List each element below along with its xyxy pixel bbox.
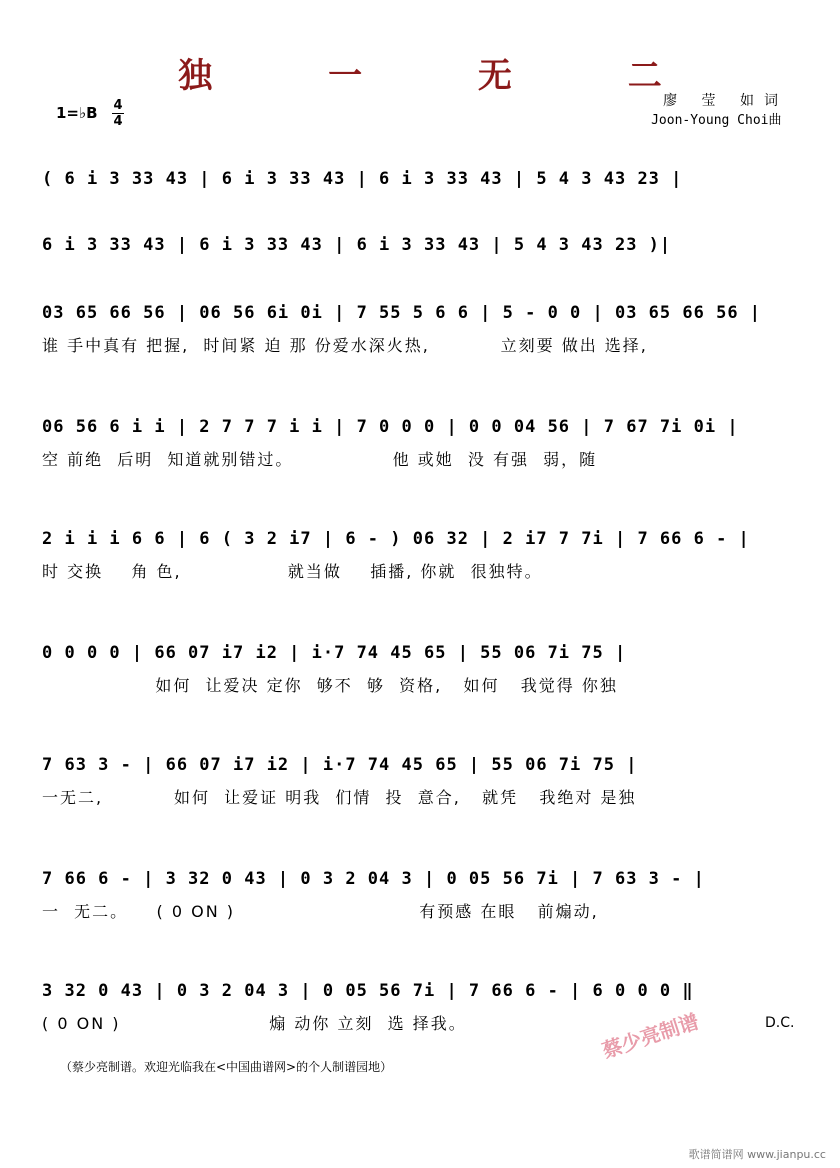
- notation-line: 6 i 3 33 43 | 6 i 3 33 43 | 6 i 3 33 43 | 5 4 3 43 23 )|: [42, 235, 672, 255]
- lyricist: 廖 莹 如词: [663, 93, 788, 109]
- notation-line: 3 32 0 43 | 0 3 2 04 3 | 0 05 56 7i | 7 66 6 - | 6 0 0 0 ‖: [42, 981, 694, 1001]
- composer: Joon-Young Choi曲: [651, 113, 782, 128]
- notation-line: ( 6 i 3 33 43 | 6 i 3 33 43 | 6 i 3 33 43 | 5 4 3 43 23 |: [42, 169, 683, 189]
- site-credit: 歌谱简谱网 www.jianpu.cc: [688, 1148, 826, 1161]
- system-4: [42, 414, 802, 472]
- lyric-line: 如何 让爱决 定你 够不 够 资格, 如何 我觉得 你独: [42, 676, 618, 695]
- footer-note: （蔡少亮制谱。欢迎光临我在<中国曲谱网>的个人制谱园地）: [60, 1060, 393, 1074]
- system-2: [42, 232, 802, 258]
- system-8: [42, 866, 802, 924]
- lyric-line: 谁 手中真有 把握, 时间紧 迫 那 份爱水深火热, 立刻要 做出 选择,: [42, 336, 648, 355]
- system-5: [42, 526, 802, 584]
- credits: [651, 92, 788, 130]
- notation-line: 7 63 3 - | 66 07 i7 i2 | i·7 74 45 65 | 55 06 7i 75 |: [42, 755, 638, 775]
- system-3: [42, 300, 802, 358]
- lyric-line: 一无二, 如何 让爱证 明我 们情 投 意合, 就凭 我绝对 是独: [42, 788, 637, 807]
- system-7: [42, 752, 802, 810]
- song-title: 独 一 无 二: [178, 56, 714, 96]
- system-1: [42, 166, 802, 192]
- time-bottom: 4: [113, 114, 123, 129]
- notation-line: 2 i i i 6 6 | 6 ( 3 2 i7 | 6 - ) 06 32 | 2 i7 7 7i | 7 66 6 - |: [42, 529, 750, 549]
- time-top: 4: [113, 98, 123, 113]
- system-6: [42, 640, 802, 698]
- lyric-line: 空 前绝 后明 知道就别错过。 他 或她 没 有强 弱，随: [42, 450, 598, 469]
- notation-line: 7 66 6 - | 3 32 0 43 | 0 3 2 04 3 | 0 05 56 7i | 7 63 3 - |: [42, 869, 705, 889]
- key-signature: 1=♭B: [56, 104, 98, 122]
- lyric-line: 时 交换 角 色, 就当做 插播, 你就 很独特。: [42, 562, 543, 581]
- lyric-line: 一 无二。 ( 0 ON ) 有预感 在眼 前煽动,: [42, 902, 599, 921]
- notation-line: 0 0 0 0 | 66 07 i7 i2 | i·7 74 45 65 | 55 06 7i 75 |: [42, 643, 627, 663]
- notation-line: 03 65 66 56 | 06 56 6i 0i | 7 55 5 6 6 | 5 - 0 0 | 03 65 66 56 |: [42, 303, 762, 323]
- da-capo-mark: D.C.: [765, 1015, 795, 1031]
- watermark: 蔡少亮制谱: [599, 1009, 702, 1063]
- time-signature: [112, 98, 124, 129]
- lyric-line: ( 0 ON ) 煽 动你 立刻 选 择我。: [42, 1014, 467, 1033]
- notation-line: 06 56 6 i i | 2 7 7 7 i i | 7 0 0 0 | 0 0 04 56 | 7 67 7i 0i |: [42, 417, 739, 437]
